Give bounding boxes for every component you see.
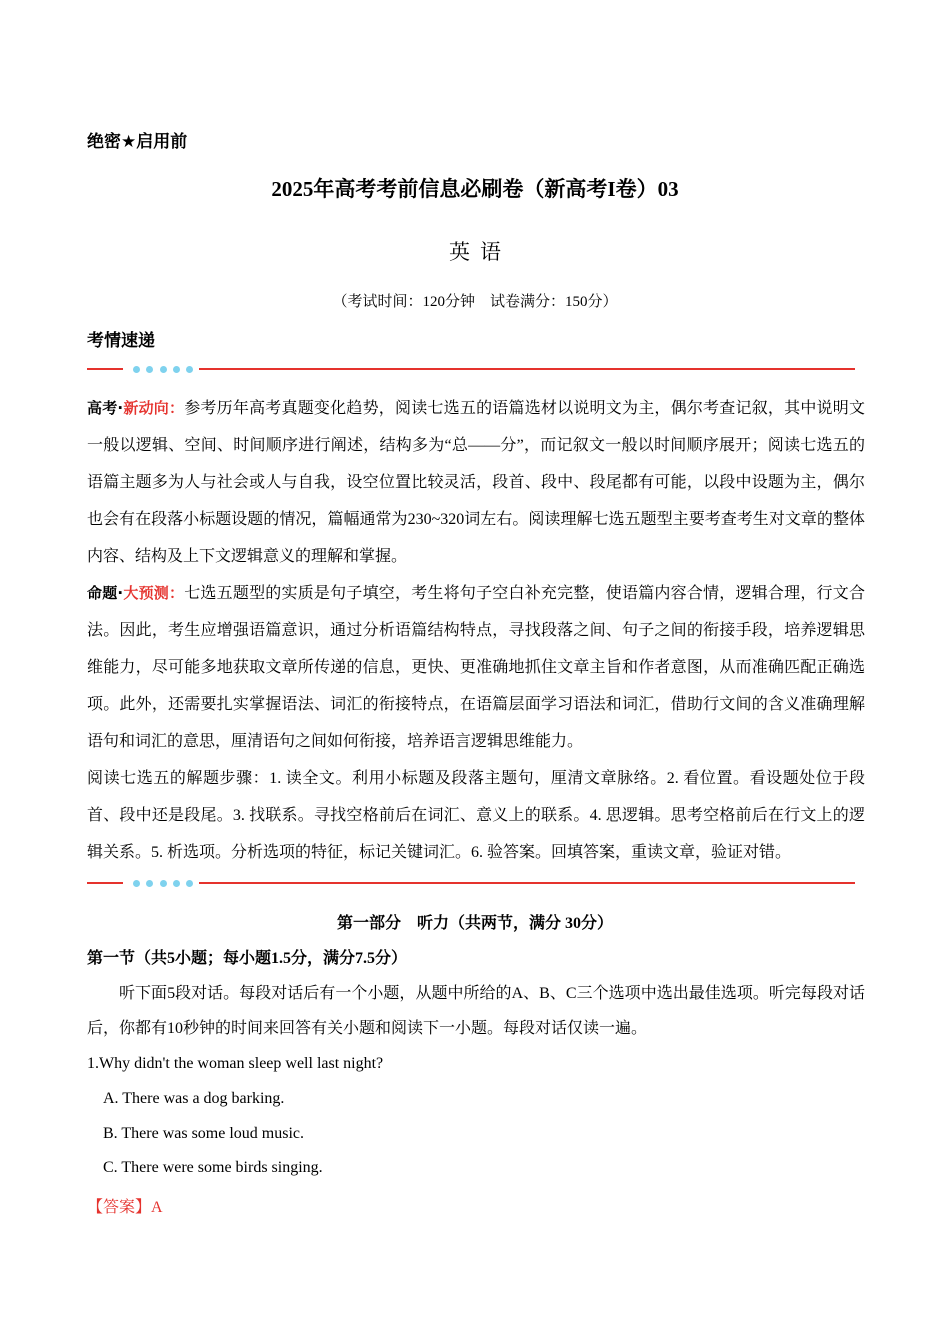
mingti-label-prefix: 命题· <box>87 584 124 602</box>
question-1-stem: 1.Why didn't the woman sleep well last night? <box>87 1055 384 1072</box>
dot-icon <box>160 366 167 373</box>
dot-icon <box>133 880 140 887</box>
dot-icon <box>173 880 180 887</box>
mingti-label-highlight: 大预测 <box>123 584 169 602</box>
divider-long-line <box>199 882 855 884</box>
mingti-paragraph <box>87 575 865 760</box>
gaokao-text: 参考历年高考真题变化趋势，阅读七选五的语篇选材以说明文为主，偶尔考查记叙，其中说明文一般以逻辑、空间、时间顺序进行阐述，结构多为“总——分”，而记叙文一般以时间顺序展开；阅读七选五的语篇主题多为人与社会或人与自我，设空位置比较灵活，段首、段中、段尾都有可能，以段中设题为主，偶尔也会有在段落小标题设题的情况，篇幅通常为230~320词左右。阅读理解七选五题型主要考查考生对文章的整体内容、结构及上下文逻辑意义的理解和掌握。 <box>87 400 865 565</box>
divider-dots <box>133 364 193 374</box>
dot-icon <box>146 366 153 373</box>
secret-label: 绝密★启用前 <box>87 132 188 152</box>
overview-heading: 考情速递 <box>87 331 155 351</box>
question-1-option-a: A. There was a dog barking. <box>103 1090 285 1107</box>
gaokao-label-prefix: 高考· <box>87 399 124 417</box>
dot-icon <box>186 366 193 373</box>
listening-instructions: 听下面5段对话。每段对话后有一个小题，从题中所给的A、B、C三个选项中选出最佳选项。听完每段对话后，你都有10秒钟的时间来回答有关小题和阅读下一小题。每段对话仅读一遍。 <box>87 985 865 1037</box>
gaokao-label-suffix: ： <box>169 399 185 417</box>
gaokao-label-highlight: 新动向 <box>123 399 169 417</box>
top-divider <box>87 364 855 374</box>
question-1-answer: 【答案】A <box>87 1199 163 1216</box>
mingti-text: 七选五题型的实质是句子填空，考生将句子空白补充完整，使语篇内容合情，逻辑合理，行文合法。因此，考生应增强语篇意识，通过分析语篇结构特点，寻找段落之间、句子之间的衔接手段，培养逻辑思维能力，尽可能多地获取文章所传递的信息，更快、更准确地抓住文章主旨和作者意图，从而准确匹配正确选项。此外，还需要扎实掌握语法、词汇的衔接特点，在语篇层面学习语法和词汇，借助行文间的含义准确理解语句和词汇的意思，厘清语句之间如何衔接，培养语言逻辑思维能力。 <box>87 585 865 750</box>
question-1-option-b: B. There was some loud music. <box>103 1125 305 1142</box>
overview-body <box>87 390 865 871</box>
subject-title: 英语 <box>449 240 511 264</box>
divider-short-line <box>87 882 123 884</box>
bottom-divider <box>87 878 855 888</box>
mingti-label-suffix: ： <box>169 584 185 602</box>
dot-icon <box>160 880 167 887</box>
dot-icon <box>186 880 193 887</box>
dot-icon <box>146 880 153 887</box>
divider-short-line <box>87 368 123 370</box>
exam-info: （考试时间：120分钟 试卷满分：150分） <box>332 294 618 310</box>
gaokao-paragraph <box>87 390 865 575</box>
part-one-title: 第一部分 听力（共两节，满分 30分） <box>336 915 613 932</box>
section-one-heading: 第一节（共5小题；每小题1.5分，满分7.5分） <box>87 950 408 967</box>
divider-dots <box>133 878 193 888</box>
question-1-option-c: C. There were some birds singing. <box>103 1159 323 1176</box>
steps-paragraph: 阅读七选五的解题步骤：1. 读全文。利用小标题及段落主题句，厘清文章脉络。2. 看位置。看设题处位于段首、段中还是段尾。3. 找联系。寻找空格前后在词汇、意义上的联系。4. 思逻辑。思考空格前后在行文上的逻辑关系。5. 析选项。分析选项的特征，标记关键词汇。6. 验答案。回填答案，重读文章，验证对错。 <box>87 770 865 861</box>
dot-icon <box>173 366 180 373</box>
divider-long-line <box>199 368 855 370</box>
dot-icon <box>133 366 140 373</box>
exam-title: 2025年高考考前信息必刷卷（新高考I卷）03 <box>271 177 679 201</box>
